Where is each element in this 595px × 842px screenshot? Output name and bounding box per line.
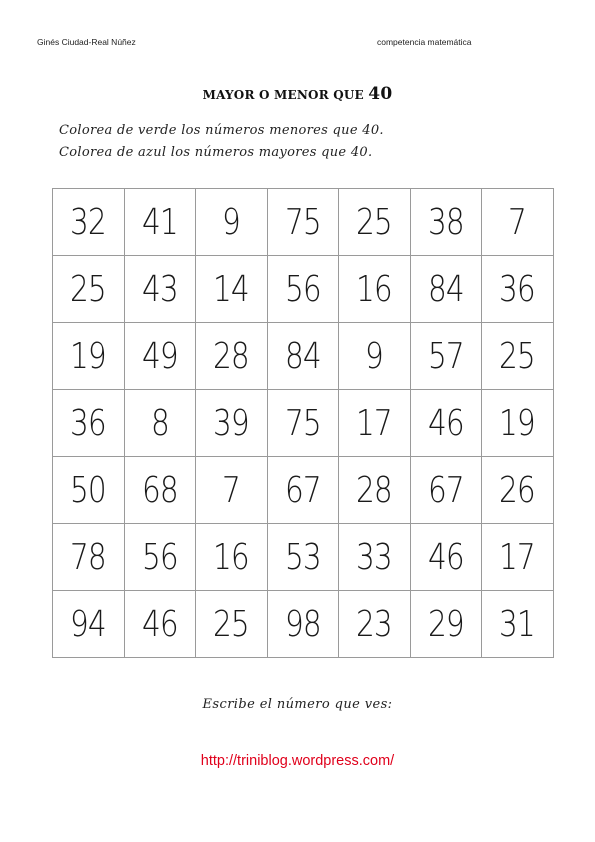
grid-cell-number: 41 bbox=[141, 201, 178, 243]
grid-cell[interactable] bbox=[196, 256, 268, 323]
grid-cell[interactable] bbox=[267, 457, 339, 524]
grid-cell[interactable] bbox=[124, 591, 196, 658]
grid-cell-number: 94 bbox=[70, 603, 107, 645]
grid-cell-number: 78 bbox=[70, 536, 107, 578]
grid-cell-number: 7 bbox=[508, 201, 527, 243]
grid-cell[interactable] bbox=[482, 189, 554, 256]
grid-cell-number: 75 bbox=[284, 201, 321, 243]
grid-cell[interactable] bbox=[53, 256, 125, 323]
grid-cell[interactable] bbox=[196, 189, 268, 256]
grid-cell[interactable] bbox=[267, 256, 339, 323]
grid-cell[interactable] bbox=[482, 457, 554, 524]
grid-cell[interactable] bbox=[267, 189, 339, 256]
grid-row bbox=[53, 256, 554, 323]
grid-cell-number: 57 bbox=[427, 335, 464, 377]
grid-cell-number: 7 bbox=[222, 469, 241, 511]
grid-cell[interactable] bbox=[339, 524, 411, 591]
grid-cell-number: 56 bbox=[284, 268, 321, 310]
number-grid bbox=[52, 188, 554, 658]
grid-cell-number: 9 bbox=[365, 335, 384, 377]
grid-cell[interactable] bbox=[339, 390, 411, 457]
grid-row bbox=[53, 524, 554, 591]
grid-cell-number: 46 bbox=[141, 603, 178, 645]
grid-cell-number: 8 bbox=[150, 402, 169, 444]
grid-cell-number: 16 bbox=[356, 268, 393, 310]
subject-label: competencia matemática bbox=[377, 37, 472, 47]
page-title bbox=[0, 84, 595, 104]
grid-row bbox=[53, 591, 554, 658]
grid-cell[interactable] bbox=[410, 457, 482, 524]
grid-cell-number: 28 bbox=[356, 469, 393, 511]
grid-cell[interactable] bbox=[196, 457, 268, 524]
grid-cell-number: 28 bbox=[213, 335, 250, 377]
grid-cell[interactable] bbox=[410, 591, 482, 658]
grid-cell-number: 23 bbox=[356, 603, 393, 645]
grid-cell[interactable] bbox=[267, 390, 339, 457]
grid-cell-number: 84 bbox=[284, 335, 321, 377]
grid-cell-number: 53 bbox=[284, 536, 321, 578]
grid-cell-number: 14 bbox=[213, 268, 250, 310]
grid-cell[interactable] bbox=[482, 390, 554, 457]
grid-cell-number: 17 bbox=[356, 402, 393, 444]
grid-cell-number: 33 bbox=[356, 536, 393, 578]
instruction-blue: Colorea de azul los números mayores que 40. bbox=[59, 145, 373, 160]
grid-cell-number: 46 bbox=[427, 536, 464, 578]
grid-cell[interactable] bbox=[410, 256, 482, 323]
grid-cell[interactable] bbox=[482, 323, 554, 390]
grid-cell-number: 36 bbox=[499, 268, 536, 310]
grid-cell-number: 38 bbox=[427, 201, 464, 243]
grid-cell[interactable] bbox=[410, 524, 482, 591]
grid-cell-number: 67 bbox=[427, 469, 464, 511]
grid-cell-number: 9 bbox=[222, 201, 241, 243]
grid-cell[interactable] bbox=[339, 189, 411, 256]
grid-cell[interactable] bbox=[124, 524, 196, 591]
grid-row bbox=[53, 390, 554, 457]
grid-cell-number: 25 bbox=[499, 335, 536, 377]
grid-cell-number: 49 bbox=[141, 335, 178, 377]
grid-cell[interactable] bbox=[124, 390, 196, 457]
grid-row bbox=[53, 457, 554, 524]
grid-cell[interactable] bbox=[53, 390, 125, 457]
blog-link[interactable]: http://triniblog.wordpress.com/ bbox=[200, 753, 395, 769]
grid-cell[interactable] bbox=[410, 390, 482, 457]
instruction-green: Colorea de verde los números menores que 40. bbox=[59, 123, 384, 138]
grid-cell-number: 75 bbox=[284, 402, 321, 444]
title-text: MAYOR O MENOR QUE bbox=[202, 88, 369, 102]
grid-cell-number: 98 bbox=[284, 603, 321, 645]
grid-cell[interactable] bbox=[196, 323, 268, 390]
grid-cell-number: 25 bbox=[356, 201, 393, 243]
grid-cell-number: 67 bbox=[284, 469, 321, 511]
grid-cell[interactable] bbox=[53, 524, 125, 591]
grid-cell[interactable] bbox=[196, 524, 268, 591]
grid-cell[interactable] bbox=[53, 189, 125, 256]
grid-cell-number: 39 bbox=[213, 402, 250, 444]
grid-cell-number: 25 bbox=[213, 603, 250, 645]
grid-cell[interactable] bbox=[410, 189, 482, 256]
grid-cell[interactable] bbox=[196, 390, 268, 457]
grid-cell-number: 68 bbox=[141, 469, 178, 511]
grid-cell[interactable] bbox=[410, 323, 482, 390]
grid-cell[interactable] bbox=[339, 323, 411, 390]
grid-cell[interactable] bbox=[124, 189, 196, 256]
grid-cell[interactable] bbox=[124, 256, 196, 323]
grid-cell[interactable] bbox=[53, 591, 125, 658]
grid-cell[interactable] bbox=[124, 457, 196, 524]
grid-cell-number: 43 bbox=[141, 268, 178, 310]
grid-cell-number: 32 bbox=[70, 201, 107, 243]
author-name: Ginés Ciudad-Real Núñez bbox=[37, 37, 136, 47]
grid-cell-number: 19 bbox=[70, 335, 107, 377]
grid-cell[interactable] bbox=[339, 591, 411, 658]
grid-cell[interactable] bbox=[482, 524, 554, 591]
grid-cell-number: 56 bbox=[141, 536, 178, 578]
grid-cell[interactable] bbox=[339, 457, 411, 524]
grid-cell[interactable] bbox=[196, 591, 268, 658]
grid-cell-number: 31 bbox=[499, 603, 536, 645]
grid-cell[interactable] bbox=[53, 457, 125, 524]
grid-cell-number: 17 bbox=[499, 536, 536, 578]
grid-cell[interactable] bbox=[267, 591, 339, 658]
title-number: 40 bbox=[368, 84, 393, 104]
grid-cell-number: 25 bbox=[70, 268, 107, 310]
write-number-prompt: Escribe el número que ves: bbox=[202, 697, 393, 712]
grid-row bbox=[53, 189, 554, 256]
grid-row bbox=[53, 323, 554, 390]
grid-cell-number: 84 bbox=[427, 268, 464, 310]
grid-cell[interactable] bbox=[53, 323, 125, 390]
grid-cell-number: 26 bbox=[499, 469, 536, 511]
grid-cell[interactable] bbox=[482, 591, 554, 658]
grid-cell[interactable] bbox=[267, 524, 339, 591]
grid-cell-number: 29 bbox=[427, 603, 464, 645]
grid-cell-number: 50 bbox=[70, 469, 107, 511]
grid-cell[interactable] bbox=[124, 323, 196, 390]
grid-cell[interactable] bbox=[482, 256, 554, 323]
grid-cell[interactable] bbox=[267, 323, 339, 390]
grid-cell-number: 46 bbox=[427, 402, 464, 444]
grid-cell[interactable] bbox=[339, 256, 411, 323]
grid-cell-number: 16 bbox=[213, 536, 250, 578]
grid-cell-number: 19 bbox=[499, 402, 536, 444]
grid-cell-number: 36 bbox=[70, 402, 107, 444]
